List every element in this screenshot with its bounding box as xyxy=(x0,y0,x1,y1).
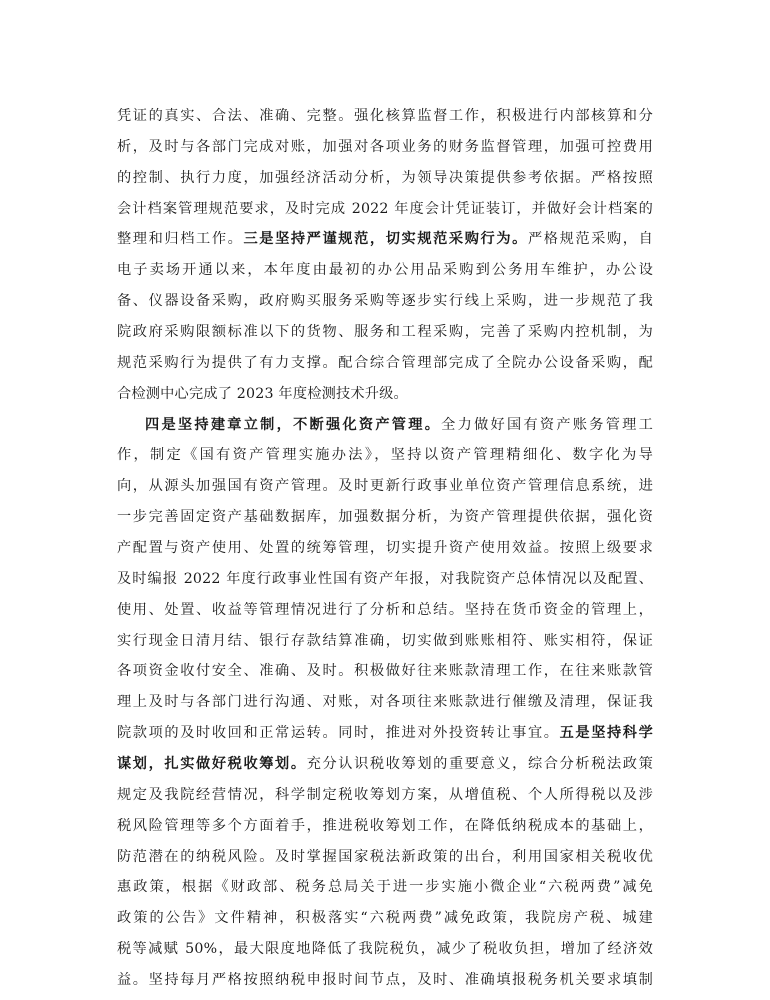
text-line: 税等减赋 50%，最大限度地降低了我院税负，减少了税收负担，增加了经济效 xyxy=(117,941,653,957)
text-line: 合检测中心完成了 2023 年度检测技术升级。 xyxy=(117,386,408,402)
text-line: 整理和归档工作。三是坚持严谨规范，切实规范采购行为。严格规范采购，自 xyxy=(117,231,653,247)
bold-heading-3: 三是坚持严谨规范，切实规范采购行为。 xyxy=(243,231,528,247)
text-line: 政策的公告》文件精神，积极落实“六税两费”减免政策，我院房产税、城建 xyxy=(117,910,653,926)
text-line: 规范采购行为提供了有力支撑。配合综合管理部完成了全院办公设备采购，配 xyxy=(117,355,653,371)
text-line: 防范潜在的纳税风险。及时掌握国家税法新政策的出台，利用国家相关税收优 xyxy=(117,849,653,865)
text-line: 使用、处置、收益等管理情况进行了分析和总结。坚持在货币资金的管理上， xyxy=(117,602,653,618)
text-line: 益。坚持每月严格按照纳税申报时间节点，及时、准确填报税务机关要求填制 xyxy=(117,972,653,988)
text-line: 谋划，扎实做好税收筹划。充分认识税收筹划的重要意义，综合分析税法政策 xyxy=(117,756,653,772)
text-line: 院政府采购限额标准以下的货物、服务和工程采购，完善了采购内控机制，为 xyxy=(117,324,653,340)
text-line: 析，及时与各部门完成对账，加强对各项业务的财务监督管理，加强可控费用 xyxy=(117,139,653,155)
text-line: 电子卖场开通以来，本年度由最初的办公用品采购到公务用车维护，办公设 xyxy=(117,262,653,278)
text-line: 税风险管理等多个方面着手，推进税收筹划工作，在降低纳税成本的基础上， xyxy=(117,818,653,834)
text-line: 一步完善固定资产基础数据库，加强数据分析，为资产管理提供依据，强化资 xyxy=(117,509,653,525)
bold-heading-5: 五是坚持科学 xyxy=(559,725,653,741)
text-line: 备、仪器设备采购，政府购买服务采购等逐步实行线上采购，进一步规范了我 xyxy=(117,293,653,309)
text-line: 及时编报 2022 年度行政事业性国有资产年报，对我院资产总体情况以及配置、 xyxy=(117,571,653,587)
text-line: 院款项的及时收回和正常运转。同时，推进对外投资转让事宜。五是坚持科学 xyxy=(117,725,653,741)
text-line: 规定及我院经营情况，科学制定税收筹划方案，从增值税、个人所得税以及涉 xyxy=(117,787,653,803)
text-line: 理上及时与各部门进行沟通、对账，对各项往来账款进行催缴及清理，保证我 xyxy=(117,694,653,710)
text-line: 作，制定《国有资产管理实施办法》，坚持以资产管理精细化、数字化为导 xyxy=(117,447,653,463)
text-line-paragraph-start: 四是坚持建章立制，不断强化资产管理。全力做好国有资产账务管理工 xyxy=(145,417,653,433)
text-line: 向，从源头加强国有资产管理。及时更新行政事业单位资产管理信息系统，进 xyxy=(117,478,653,494)
bold-heading-5-cont: 谋划，扎实做好税收筹划。 xyxy=(117,756,307,772)
text-line: 凭证的真实、合法、准确、完整。强化核算监督工作，积极进行内部核算和分 xyxy=(117,108,653,124)
text-line: 会计档案管理规范要求，及时完成 2022 年度会计凭证装订，并做好会计档案的 xyxy=(117,201,653,217)
text-line: 各项资金收付安全、准确、及时。积极做好往来账款清理工作，在往来账款管 xyxy=(117,663,653,679)
bold-heading-4: 四是坚持建章立制，不断强化资产管理。 xyxy=(145,417,442,433)
text-line: 的控制、执行力度，加强经济活动分析，为领导决策提供参考依据。严格按照 xyxy=(117,170,653,186)
text-line: 惠政策，根据《财政部、税务总局关于进一步实施小微企业“六税两费”减免 xyxy=(117,879,653,895)
text-line: 实行现金日清月结、银行存款结算准确，切实做到账账相符、账实相符，保证 xyxy=(117,633,653,649)
text-line: 产配置与资产使用、处置的统筹管理，切实提升资产使用效益。按照上级要求 xyxy=(117,540,653,556)
